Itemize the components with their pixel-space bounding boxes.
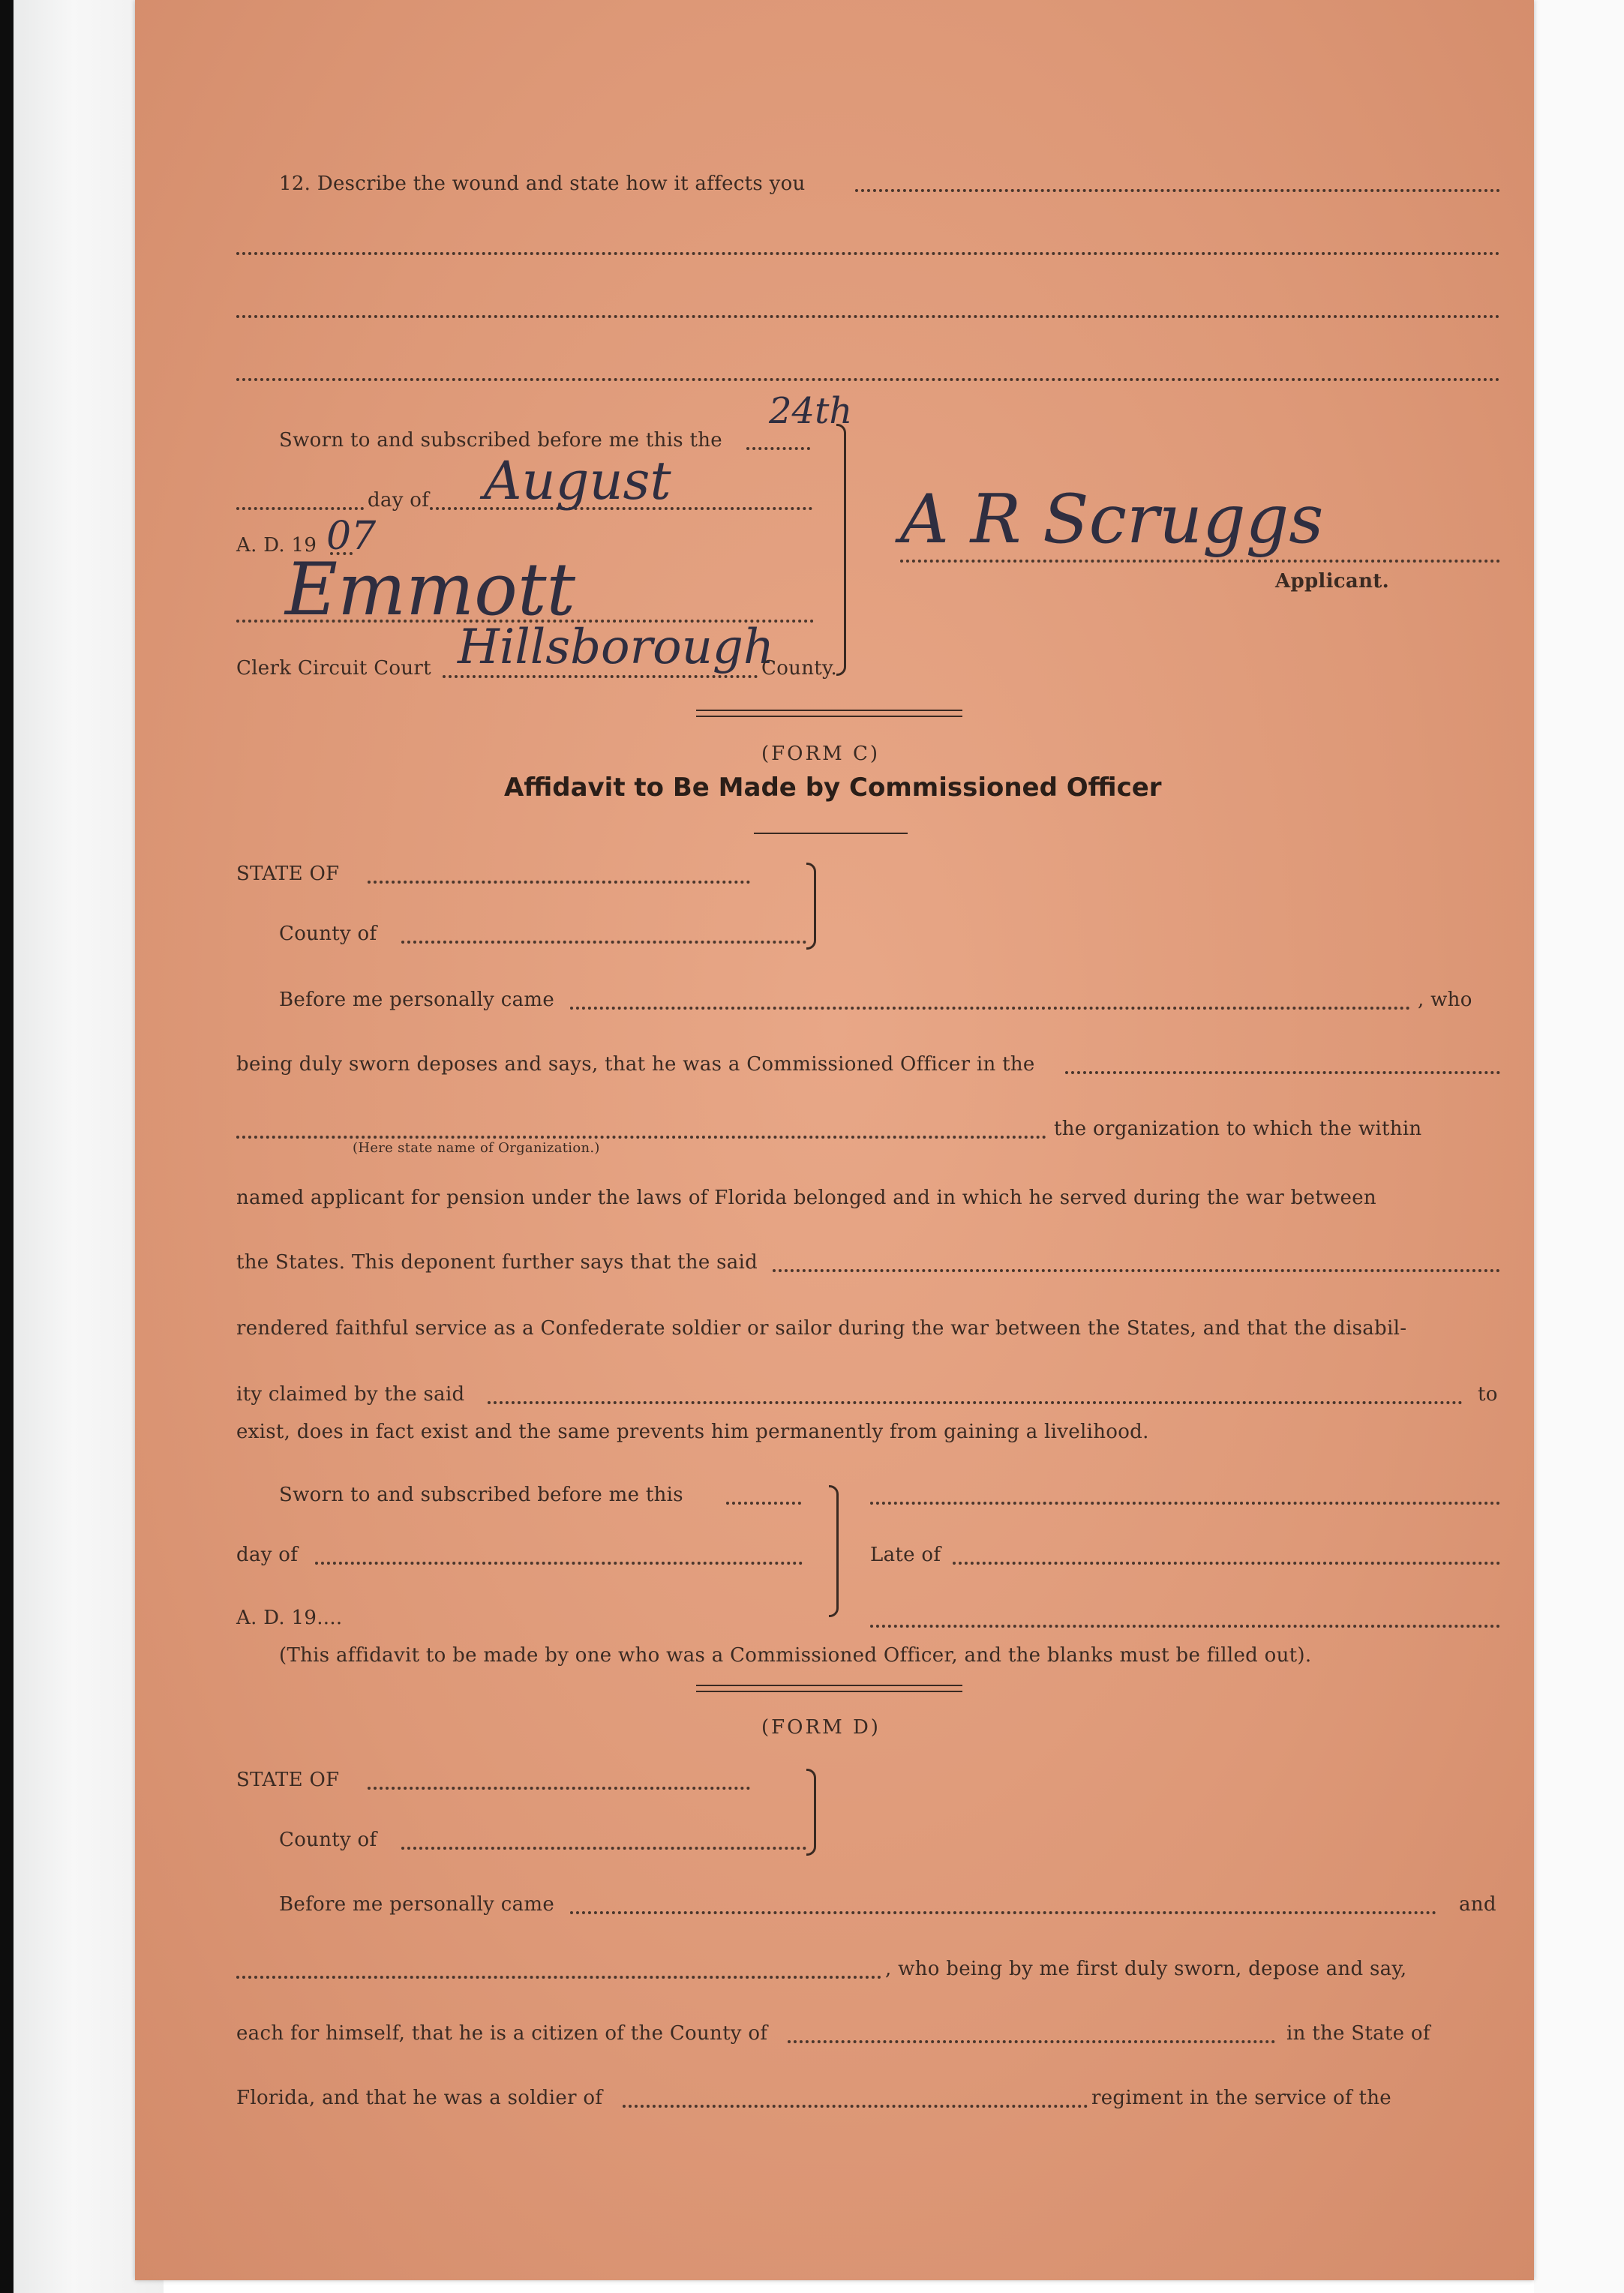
form-c-affiant-line — [570, 1007, 1410, 1010]
form-c-exist: exist, does in fact exist and the same prevents him permanently from gaining a livelihood. — [236, 1421, 1149, 1443]
form-c-organization-text: the organization to which the within — [1054, 1118, 1422, 1140]
form-c-late-of: Late of — [870, 1544, 941, 1566]
form-d-state-label: STATE OF — [236, 1769, 340, 1791]
form-c-sworn-day-line — [726, 1502, 801, 1505]
form-c-label: (FORM C) — [761, 743, 880, 765]
answer-line-3 — [236, 315, 1500, 318]
form-d-florida: Florida, and that he was a soldier of — [236, 2087, 603, 2109]
form-d-county-label: County of — [279, 1829, 377, 1851]
form-c-note: (This affidavit to be made by one who was a Commissioned Officer, and the blanks must be filled out). — [279, 1644, 1312, 1667]
day-line — [236, 507, 364, 510]
document-page — [135, 0, 1534, 2280]
form-d-affiant-2-line — [236, 1976, 881, 1979]
form-c-officer-signature-line — [870, 1502, 1500, 1505]
form-c-applicant-name-line — [773, 1269, 1500, 1272]
form-c-who: , who — [1418, 989, 1472, 1011]
form-d-venue-brace — [806, 1769, 816, 1856]
form-c-state-label: STATE OF — [236, 863, 340, 885]
handwritten-year: 07 — [326, 514, 377, 559]
form-c-being-sworn: being duly sworn deposes and says, that he was a Commissioned Officer in the — [236, 1053, 1035, 1076]
handwritten-month: August — [484, 450, 671, 512]
applicant-label: Applicant. — [1275, 570, 1389, 593]
form-d-in-state: in the State of — [1286, 2022, 1430, 2045]
form-d-county-line — [401, 1847, 806, 1850]
form-c-late-of-line — [953, 1562, 1500, 1565]
form-c-venue-brace — [806, 863, 816, 950]
form-d-who-being: , who being by me first duly sworn, depose and say, — [885, 1958, 1407, 1980]
form-c-the-states: the States. This deponent further says that the said — [236, 1251, 758, 1274]
form-d-label: (FORM D) — [761, 1716, 881, 1739]
form-c-month-line — [315, 1562, 803, 1565]
form-d-and: and — [1459, 1893, 1496, 1916]
form-d-each-for: each for himself, that he is a citizen of the County of — [236, 2022, 768, 2045]
form-c-organization-line — [236, 1136, 1046, 1139]
handwritten-clerk-signature: Emmott — [285, 548, 576, 632]
form-c-county-label: County of — [279, 923, 377, 945]
form-d-state-line — [368, 1787, 750, 1790]
form-c-officer-line — [1065, 1071, 1500, 1074]
handwritten-county: Hillsborough — [458, 620, 775, 675]
sworn-day-line — [746, 447, 810, 450]
form-c-rendered: rendered faithful service as a Confederate soldier or sailor during the war between the States, and that the disabil- — [236, 1317, 1407, 1340]
form-c-county-line — [401, 941, 806, 944]
form-c-sworn-this: Sworn to and subscribed before me this — [279, 1484, 683, 1506]
county-label: County. — [761, 657, 838, 680]
form-d-county-of-line — [788, 2040, 1275, 2043]
separator-rule-2b — [696, 1691, 962, 1692]
separator-rule-1b — [696, 716, 962, 717]
form-c-disability-line — [488, 1401, 1463, 1404]
form-d-before-me: Before me personally came — [279, 1893, 555, 1916]
form-c-oath-brace — [829, 1485, 839, 1617]
answer-line-4 — [236, 378, 1500, 381]
form-d-regiment-line — [623, 2105, 1088, 2108]
form-c-ity-claimed: ity claimed by the said — [236, 1383, 465, 1406]
form-c-title-rule — [754, 833, 908, 834]
county-line — [443, 675, 758, 678]
form-c-named-applicant: named applicant for pension under the laws of Florida belonged and in which he served during the war between — [236, 1187, 1376, 1209]
scan-background-right — [1534, 0, 1624, 2293]
answer-line-2 — [236, 252, 1500, 255]
handwritten-applicant-signature: A R Scruggs — [900, 480, 1324, 559]
handwritten-day: 24th — [769, 390, 853, 432]
form-c-ad: A. D. 19.... — [236, 1607, 343, 1629]
question-12-label: 12. Describe the wound and state how it affects you — [279, 173, 806, 195]
form-c-to: to — [1478, 1383, 1498, 1406]
day-of-label: day of — [368, 489, 430, 512]
form-c-state-line — [368, 881, 750, 884]
separator-rule-1a — [696, 710, 962, 711]
ad-label: A. D. 19 — [236, 534, 317, 557]
clerk-label: Clerk Circuit Court — [236, 657, 431, 680]
form-c-day-of: day of — [236, 1544, 299, 1566]
answer-line-1 — [855, 189, 1500, 192]
form-c-organization-note: (Here state name of Organization.) — [353, 1140, 600, 1156]
oath-brace — [836, 424, 846, 676]
applicant-signature-line — [900, 560, 1500, 563]
form-d-affiant-line — [570, 1911, 1436, 1914]
form-c-title: Affidavit to Be Made by Commissioned Officer — [504, 773, 1162, 803]
form-c-before-me: Before me personally came — [279, 989, 555, 1011]
separator-rule-2a — [696, 1685, 962, 1686]
sworn-text: Sworn to and subscribed before me this the — [279, 429, 722, 452]
form-d-regiment: regiment in the service of the — [1091, 2087, 1391, 2109]
form-c-rank-line — [870, 1625, 1500, 1628]
